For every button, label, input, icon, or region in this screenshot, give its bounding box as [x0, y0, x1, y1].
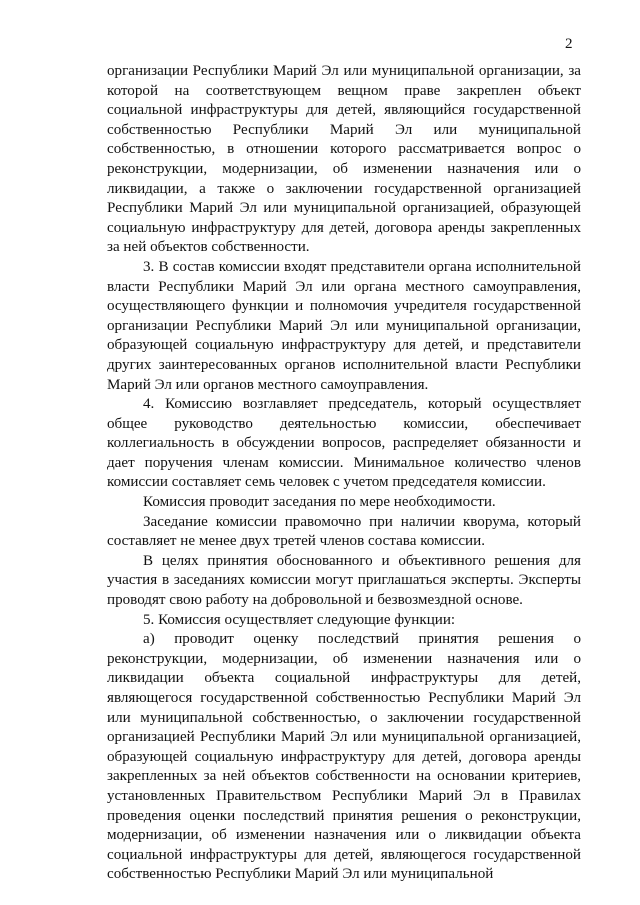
paragraph-subitem-a: а) проводит оценку последствий принятия решения о реконструкции, модернизации, об изменении назначения или о ликвидации объекта социальной инфраструктуры для детей, являющегося государственной собственностью Республики Марий Эл или муниципальной собственностью, о заключении государственной организацией Республики Марий Эл или муниципальной организацией, образующей социальную инфраструктуру для детей, договора аренды закрепленных за ней объектов собственности на основании критериев, установленных Правительством Республики Марий Эл в Правилах проведения оценки последствий принятия решения о реконструкции, модернизации, об изменении назначения или о ликвидации объекта социальной инфраструктуры для детей, являющегося государственной собственностью Республики Марий Эл или муниципальной [107, 631, 581, 883]
paragraph-quorum: Заседание комиссии правомочно при наличии кворума, который составляет не менее двух третей членов состава комиссии. [107, 513, 581, 550]
paragraph-item-3: 3. В состав комиссии входят представители органа исполнительной власти Республики Марий Эл или органа местного самоуправления, осуществляющего функции и полномочия учредителя государственной организации Республики Марий Эл или муниципальной организации, образующей социальную инфраструктуру для детей, и представители других заинтересованных органов исполнительной власти Республики Марий Эл или органов местного самоуправления. [107, 258, 581, 393]
page-number: 2 [565, 36, 573, 52]
paragraph-experts: В целях принятия обоснованного и объективного решения для участия в заседаниях комиссии могут приглашаться эксперты. Эксперты проводят свою работу на добровольной и безвозмездной основе. [107, 552, 581, 609]
document-body [107, 62, 581, 885]
paragraph-item-4: 4. Комиссию возглавляет председатель, который осуществляет общее руководство деятельностью комиссии, обеспечивает коллегиальность в обсуждении вопросов, распределяет обязанности и дает поручения членам комиссии. Минимальное количество членов комиссии составляет семь человек с учетом председателя комиссии. [107, 396, 581, 491]
paragraph-item-5: 5. Комиссия осуществляет следующие функции: [143, 611, 456, 628]
paragraph-continuation: организации Республики Марий Эл или муниципальной организации, за которой на соответствующем вещном праве закреплен объект социальной инфраструктуры для детей, являющийся государственной собственностью Республики Марий Эл или муниципальной собственностью, в отношении которого рассматривается вопрос о реконструкции, модернизации, об изменении назначения или о ликвидации, а также о заключении государственной организацией Республики Марий Эл или муниципальной организацией, образующей социальную инфраструктуру для детей, договора аренды закрепленных за ней объектов собственности. [107, 63, 581, 256]
paragraph-meetings: Комиссия проводит заседания по мере необходимости. [143, 494, 496, 511]
